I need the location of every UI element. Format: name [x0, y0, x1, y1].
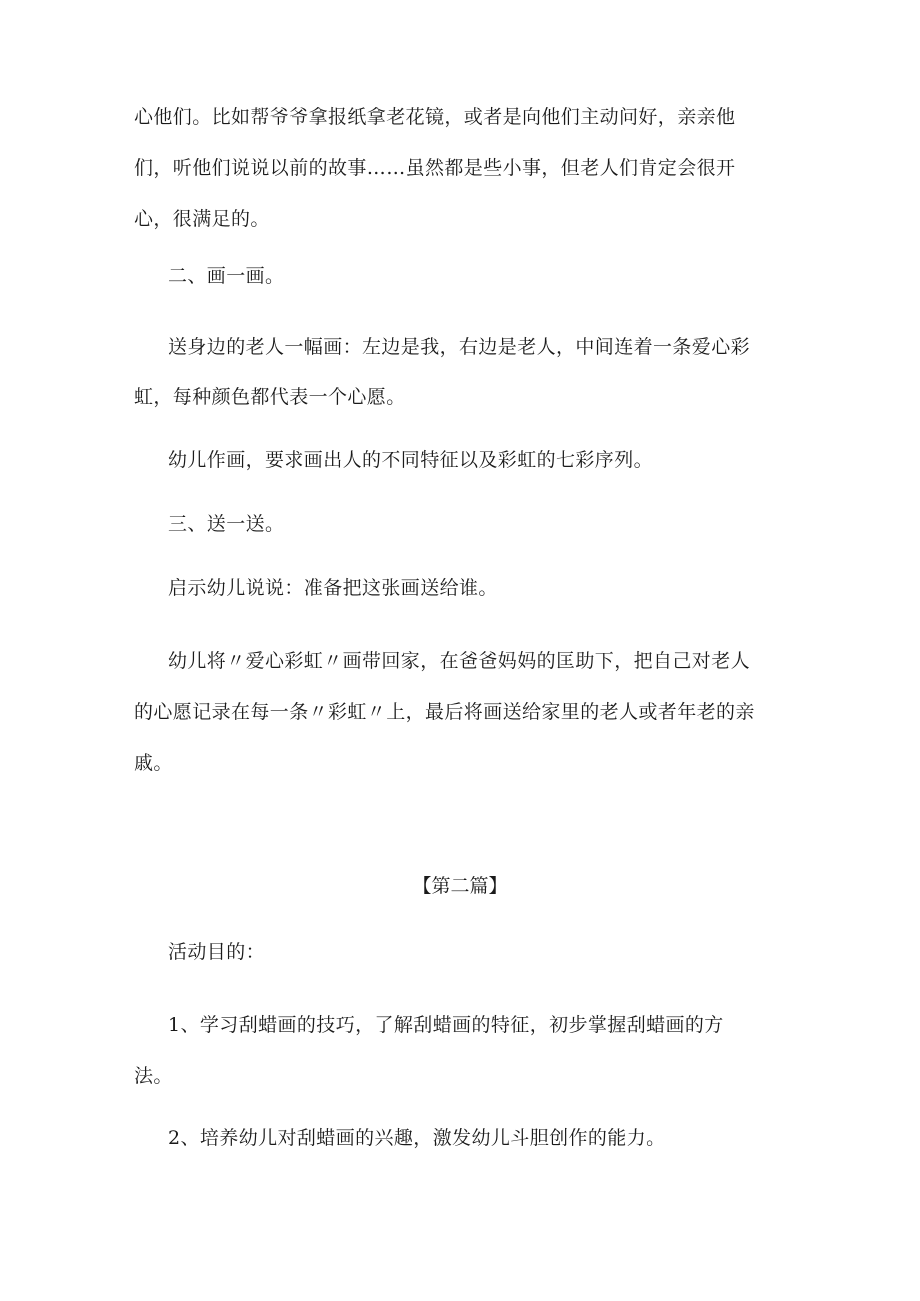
paragraph-line: 幼儿将〃爱心彩虹〃画带回家，在爸爸妈妈的匡助下，把自己对老人 [168, 650, 751, 672]
paragraph-line: 送身边的老人一幅画：左边是我，右边是老人，中间连着一条爱心彩 [168, 336, 751, 358]
paragraph-line: 心，很满足的。 [134, 208, 270, 230]
section-title: 【第二篇】 [412, 875, 508, 897]
section-heading: 三、送一送。 [168, 513, 285, 535]
paragraph-line: 戚。 [134, 752, 173, 774]
paragraph-line: 虹，每种颜色都代表一个心愿。 [134, 386, 406, 408]
list-item: 1、学习刮蜡画的技巧，了解刮蜡画的特征，初步掌握刮蜡画的方 [168, 1014, 724, 1036]
paragraph-line: 幼儿作画，要求画出人的不同特征以及彩虹的七彩序列。 [168, 449, 654, 471]
subheading: 活动目的： [168, 941, 266, 963]
list-item: 法。 [134, 1065, 173, 1087]
paragraph-line: 们，听他们说说以前的故事……虽然都是些小事，但老人们肯定会很开 [134, 157, 736, 179]
list-item: 2、培养幼儿对刮蜡画的兴趣，激发幼儿斗胆创作的能力。 [168, 1127, 666, 1149]
paragraph-line: 启示幼儿说说：准备把这张画送给谁。 [168, 577, 498, 599]
paragraph-line: 心他们。比如帮爷爷拿报纸拿老花镜，或者是向他们主动问好，亲亲他 [134, 106, 736, 128]
paragraph-line: 的心愿记录在每一条〃彩虹〃上，最后将画送给家里的老人或者年老的亲 [134, 701, 755, 723]
section-heading: 二、画一画。 [168, 265, 285, 287]
